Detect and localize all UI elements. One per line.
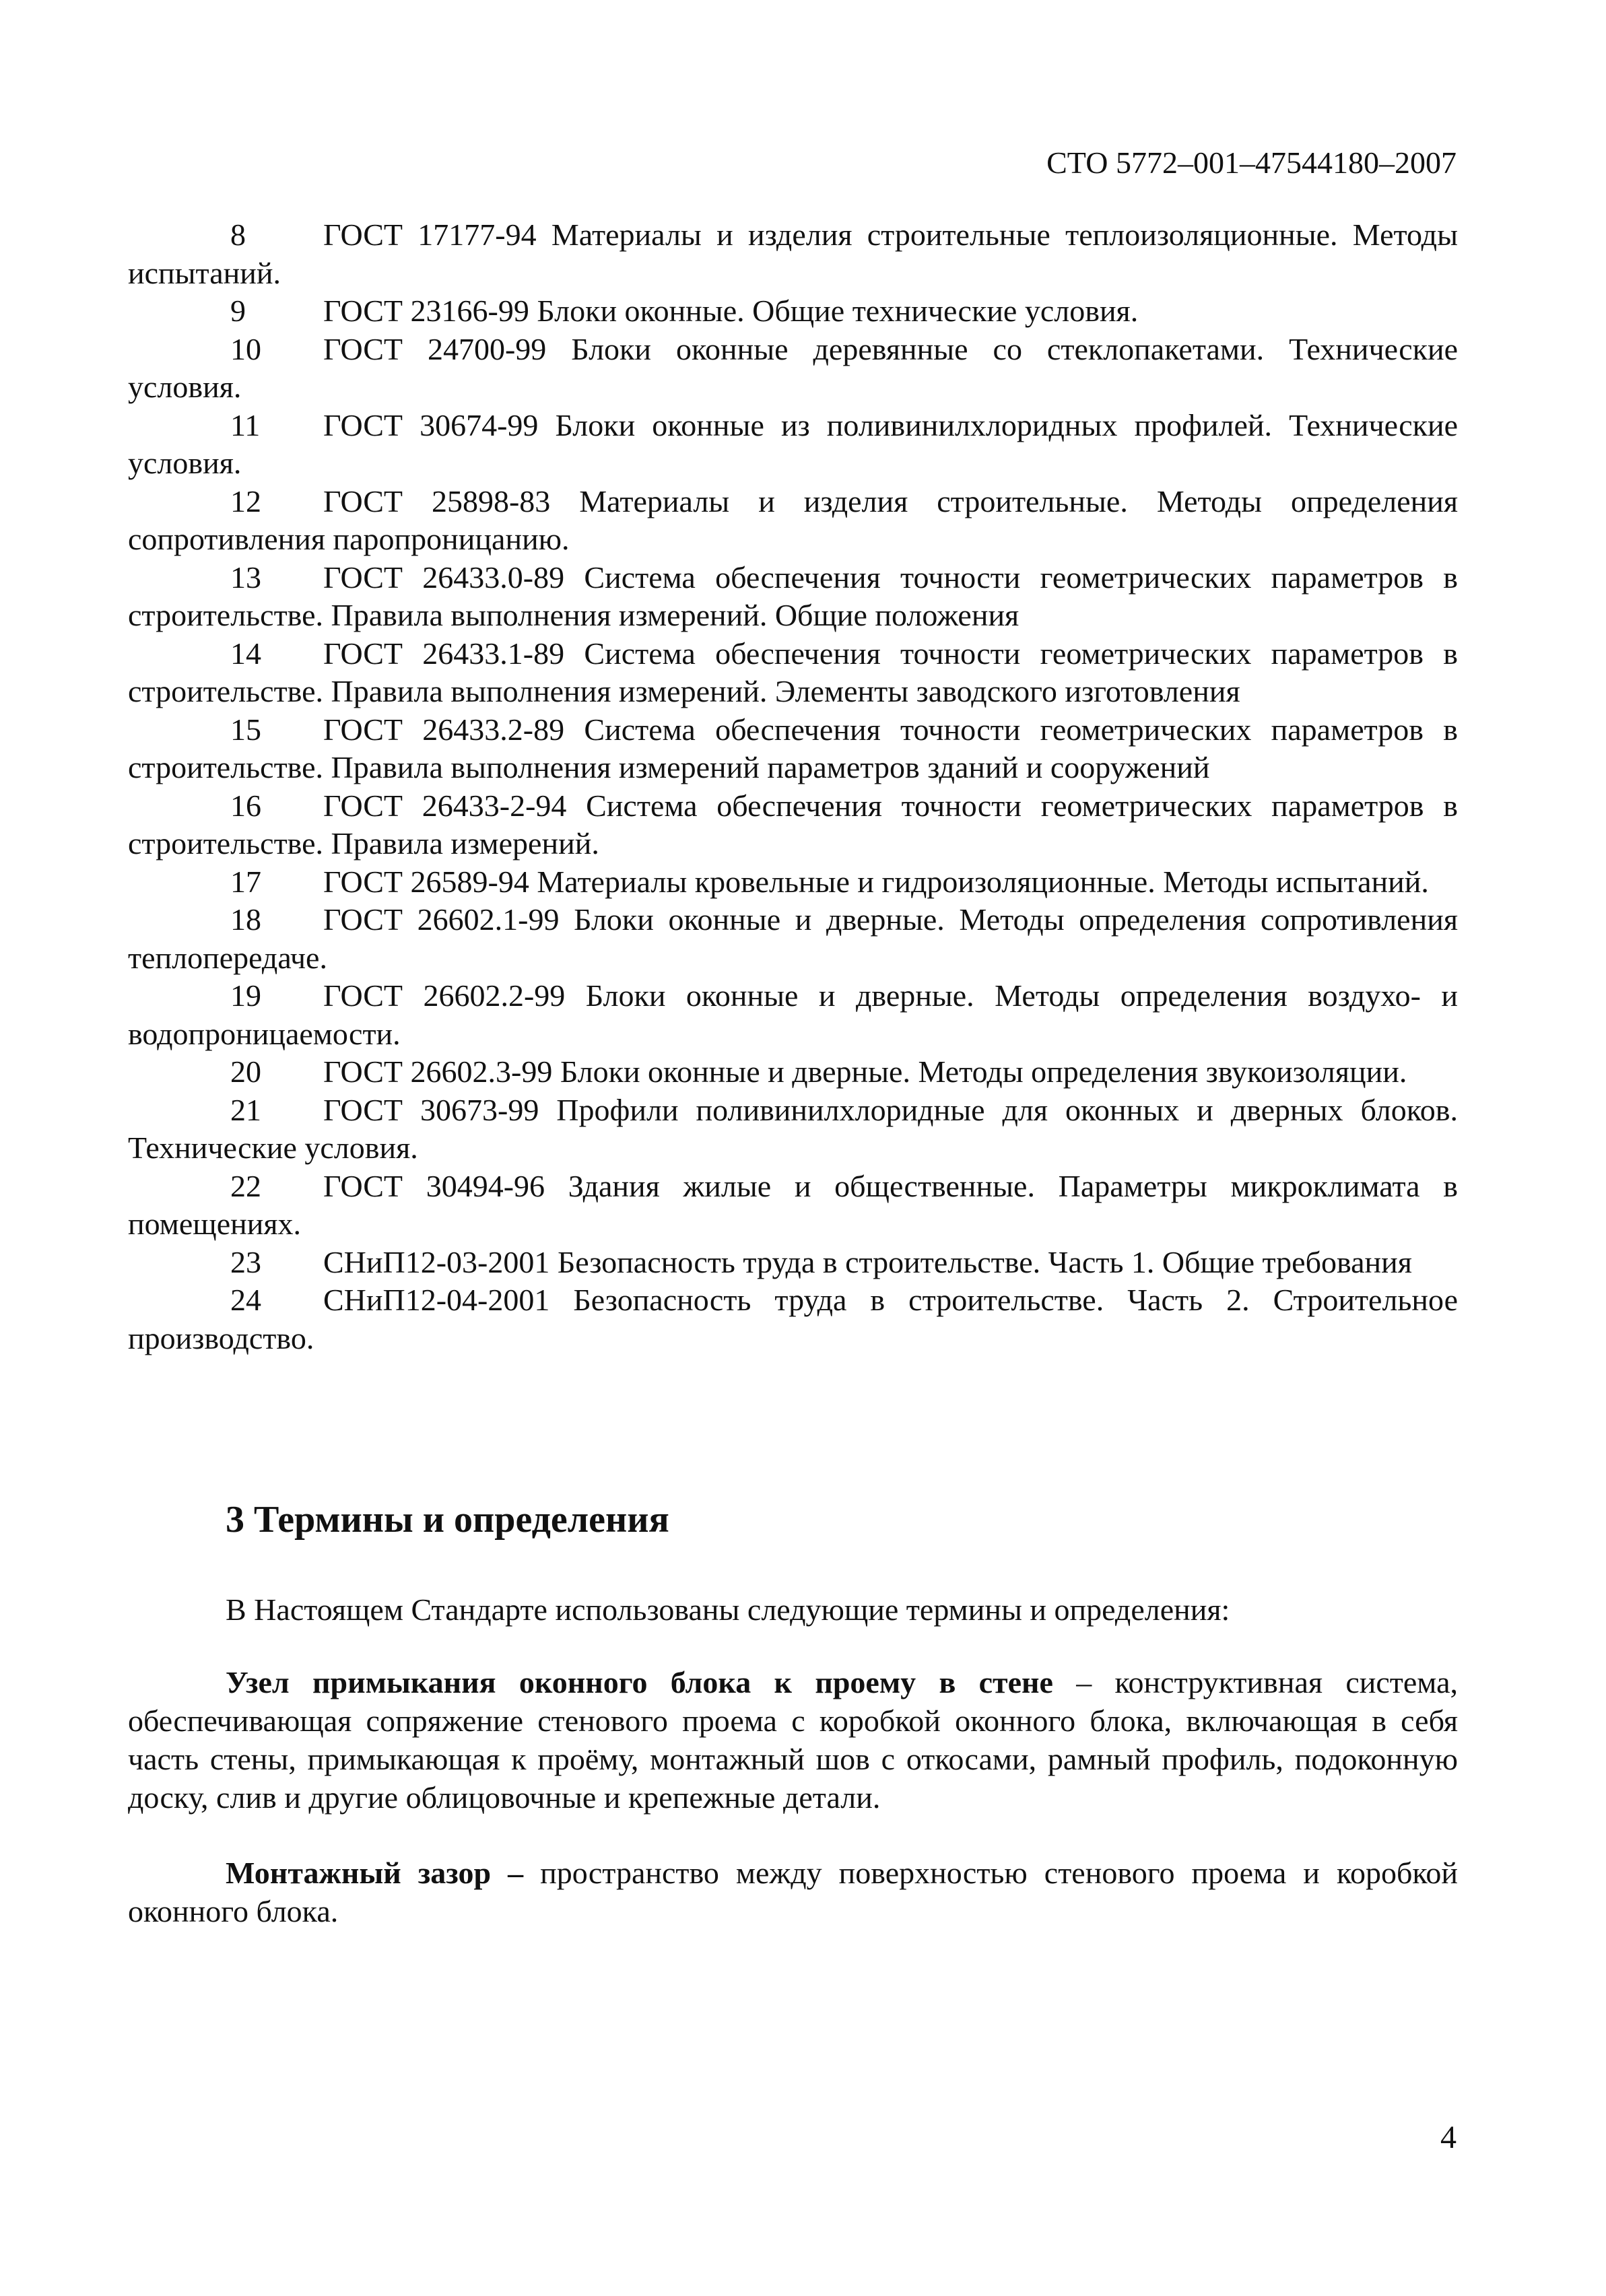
term-definition: – конструктивная система, обеспечивающая сопряжение стенового проема с коробкой оконного блока, включающая в себя часть стены, примыкающая к проёму, монтажный шов с откосами, рамный профиль, подоконную доску, слив и другие облицовочные и крепежные детали. [128,1665,1458,1815]
reference-number: 18 [230,902,261,937]
reference-text: СНиП12-04-2001 Безопасность труда в строительстве. Часть 2. Строительное производство. [128,1283,1458,1355]
reference-item [128,711,1458,787]
reference-text: ГОСТ 30494-96 Здания жилые и общественные. Параметры микроклимата в помещениях. [128,1168,1458,1241]
term-definition: пространство между поверхностью стенового проема и коробкой оконного блока. [128,1856,1458,1928]
reference-text: ГОСТ 24700-99 Блоки оконные деревянные со стеклопакетами. Технические условия. [128,331,1458,404]
reference-text: ГОСТ 17177-94 Материалы и изделия строительные теплоизоляционные. Методы испытаний. [128,217,1458,290]
section-intro-paragraph: В Настоящем Стандарте использованы следующие термины и определения: [226,1592,1230,1627]
reference-text: ГОСТ 30674-99 Блоки оконные из поливинилхлоридных профилей. Технические условия. [128,407,1458,480]
reference-text: ГОСТ 26589-94 Материалы кровельные и гидроизоляционные. Методы испытаний. [323,864,1429,899]
term-name: Монтажный зазор – [226,1856,524,1890]
reference-number: 16 [230,788,261,823]
reference-item [128,483,1458,559]
reference-text: ГОСТ 26433-2-94 Система обеспечения точности геометрических параметров в строительстве. Правила измерений. [128,788,1458,860]
reference-number: 9 [230,294,246,328]
reference-text: ГОСТ 26433.0-89 Система обеспечения точности геометрических параметров в строительстве. Правила выполнения измерений. Общие положения [128,560,1458,632]
reference-text: ГОСТ 25898-83 Материалы и изделия строительные. Методы определения сопротивления паропроницанию. [128,483,1458,556]
reference-item [128,1281,1458,1357]
reference-text: ГОСТ 26602.3-99 Блоки оконные и дверные. Методы определения звукоизоляции. [323,1054,1407,1089]
reference-item [128,1244,1458,1282]
reference-item [128,901,1458,977]
reference-item [128,559,1458,635]
reference-number: 13 [230,560,261,595]
section-heading: 3 Термины и определения [226,1499,669,1541]
document-code-header: СТО 5772–001–47544180–2007 [1046,145,1457,180]
reference-text: ГОСТ 26602.1-99 Блоки оконные и дверные. Методы определения сопротивления теплопередаче. [128,902,1458,975]
reference-number: 15 [230,712,261,747]
page-number: 4 [1440,2120,1457,2155]
reference-item [128,1168,1458,1244]
reference-item [128,787,1458,863]
reference-number: 23 [230,1244,261,1279]
reference-item [128,635,1458,711]
reference-item [128,1091,1458,1168]
reference-number: 19 [230,978,261,1013]
reference-text: ГОСТ 26602.2-99 Блоки оконные и дверные. Методы определения воздухо- и водопроницаемости. [128,978,1458,1051]
reference-text: ГОСТ 23166-99 Блоки оконные. Общие технические условия. [323,294,1139,328]
normative-references-list [128,216,1458,1357]
reference-item [128,863,1458,902]
reference-item [128,977,1458,1053]
reference-item [128,292,1458,331]
reference-text: ГОСТ 26433.2-89 Система обеспечения точности геометрических параметров в строительстве. Правила выполнения измерений параметров зданий и сооружений [128,712,1458,784]
term-name: Узел примыкания оконного блока к проему в стене [226,1665,1053,1699]
reference-number: 24 [230,1283,261,1317]
reference-number: 12 [230,483,261,518]
reference-number: 17 [230,864,261,899]
reference-number: 11 [230,407,261,442]
reference-item [128,331,1458,407]
term-definition-paragraph [128,1854,1458,1930]
reference-number: 14 [230,636,261,671]
term-definition-paragraph [128,1663,1458,1817]
reference-number: 21 [230,1092,261,1127]
reference-number: 22 [230,1168,261,1203]
reference-item [128,407,1458,483]
reference-text: ГОСТ 26433.1-89 Система обеспечения точности геометрических параметров в строительстве. Правила выполнения измерений. Элементы заводского изготовления [128,636,1458,708]
reference-number: 10 [230,331,261,366]
reference-text: СНиП12-03-2001 Безопасность труда в строительстве. Часть 1. Общие требования [323,1244,1412,1279]
reference-number: 8 [230,217,246,252]
reference-text: ГОСТ 30673-99 Профили поливинилхлоридные для оконных и дверных блоков. Технические условия. [128,1092,1458,1165]
reference-number: 20 [230,1054,261,1089]
reference-item [128,216,1458,292]
reference-item [128,1053,1458,1091]
